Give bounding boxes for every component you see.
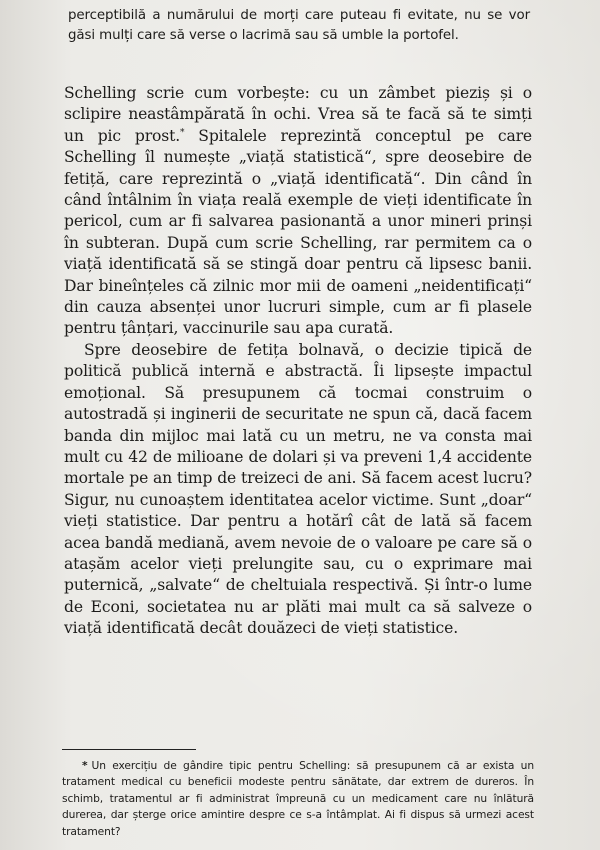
footnote-text: Un exercițiu de gândire tipic pentru Schelling: să presupunem că ar exista un tratament medical cu beneficii modeste pentru sănătate, dar extrem de dureros. În schimb, tratamentul ar fi administrat împreună cu un medicament care nu înlătură durerea, dar șterge orice amintire despre ce s-a întâmplat. Ai fi dispus să urmezi acest tratament? [62,759,534,838]
paragraph-schelling-rest: Spitalele reprezintă conceptul pe care Schelling îl numește „viață statistică“, spre deosebire de fetiță, care reprezintă o „viață identificată“. Din când în când întâlnim în viața reală exemple de vieți identificate în pericol, cum ar fi salvarea pasionantă a unor mineri prinși în subteran. După cum scrie Schelling, rar permitem ca o viață identificată să se stingă doar pentru că lipsesc banii. Dar bineînțeles că zilnic mor mii de oameni „neidentificați“ din cauza absenței unor lucruri simple, cum ar fi plasele pentru țânțari, vaccinurile sau apa curată. [64,126,532,338]
footnote-reference: * [180,127,185,138]
footnote-mark: * [82,759,88,772]
footnote-divider [62,749,196,750]
paragraph-schelling [64,83,532,340]
paragraph-schelling-start: Schelling scrie cum vorbește: cu un zâmbet pieziș și o sclipire neastâmpărată în ochi. Vrea să te facă să te simți un pic prost. [64,84,532,145]
footnote [62,758,534,840]
main-text [64,83,532,640]
intro-paragraph: perceptibilă a numărului de morți care puteau fi evitate, nu se vor găsi mulți care să verse o lacrimă sau să umble la portofel. [68,8,530,43]
paragraph-policy: Spre deosebire de fetița bolnavă, o decizie tipică de politică publică internă e abstractă. Îi lipsește impactul emoțional. Să presupunem că tocmai construim o autostradă și inginerii de securitate ne spun că, dacă facem banda din mijloc mai lată cu un metru, ne va consta mai mult cu 42 de milioane de dolari și va preveni 1,4 accidente mortale pe an timp de treizeci de ani. Să facem acest lucru? Sigur, nu cunoaștem identitatea acelor victime. Sunt „doar“ vieți statistice. Dar pentru a hotărî cât de lată să facem acea bandă mediană, avem nevoie de o valoare pe care să o atașăm acelor vieți prelungite sau, cu o exprimare mai puternică, „salvate“ de cheltuiala respectivă. Și într-o lume de Econi, societatea nu ar plăti mai mult ca să salveze o viață identificată decât douăzeci de vieți statistice. [64,340,532,638]
